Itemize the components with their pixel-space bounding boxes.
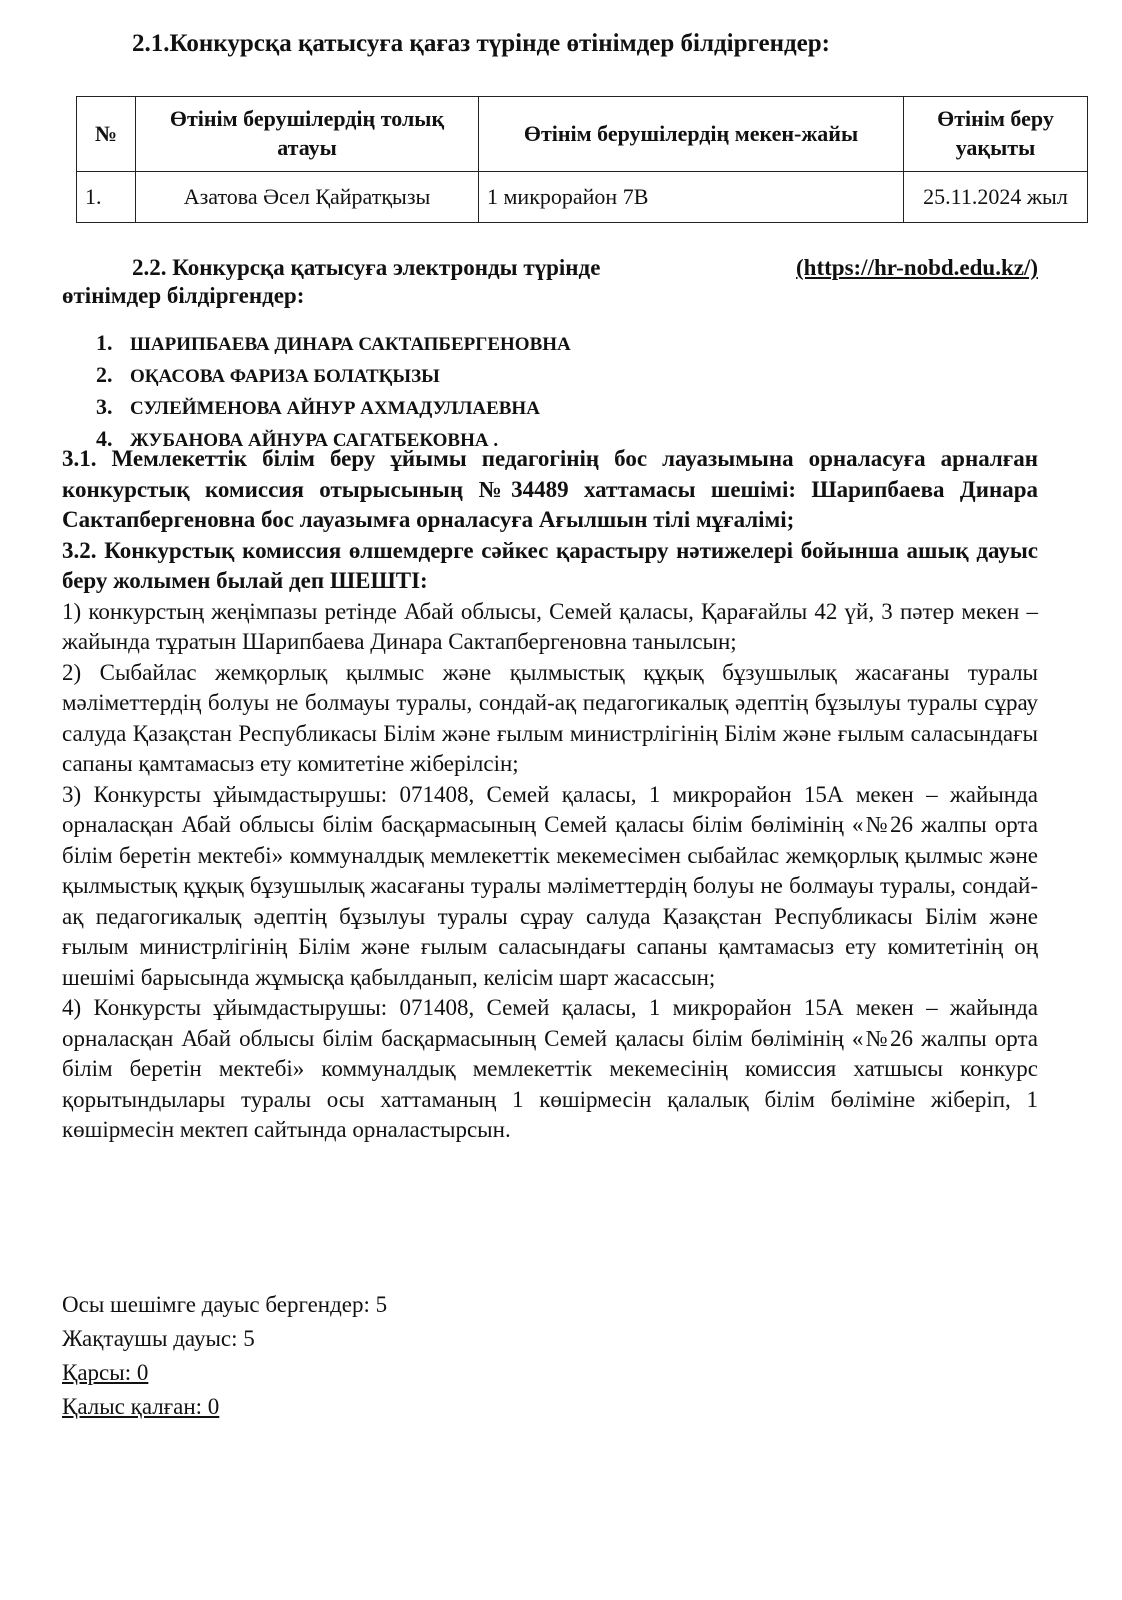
list-item: 4. ЖУБАНОВА АЙНУРА САГАТБЕКОВНА .: [96, 426, 499, 451]
cell-name: Азатова Әсел Қайратқызы: [136, 172, 479, 223]
cell-address: 1 микрорайон 7В: [479, 172, 904, 223]
section-2-2-heading-continuation: өтінімдер білдіргендер:: [62, 283, 305, 308]
votes-for: Жақтаушы дауыс: 5: [62, 1326, 255, 1351]
decision-item-2: 2) Сыбайлас жемқорлық қылмыс және қылмыстық құқық бұзушылық жасағаны туралы мәліметтердің болуы не болмауы туралы, сондай-ақ педагогикалық әдептің бұзылуы туралы сұрау салуда Қазақстан Республикасы Білім және ғылым министрлігінің Білім және ғылым саласындағы сапаны қамтамасыз ету комитетіне жіберілсін;: [62, 659, 1038, 776]
table-row: [77, 172, 1088, 223]
votes-abstained: Қалыс қалған: 0: [62, 1394, 220, 1419]
cell-time: 25.11.2024 жыл: [904, 172, 1088, 223]
decision-item-1: 1) конкурстың жеңімпазы ретінде Абай облысы, Семей қаласы, Қарағайлы 42 үй, 3 пәтер мекен – жайында тұратын Шарипбаева Динара Сактапбергеновна танылсын;: [62, 598, 1038, 654]
header-number: №: [77, 97, 136, 172]
cell-number: 1.: [77, 172, 136, 223]
section-2-2-heading-text: 2.2. Конкурсқа қатысуға электронды түрінде: [132, 255, 601, 280]
list-item: 3. СУЛЕЙМЕНОВА АЙНУР АХМАДУЛЛАЕВНА: [96, 394, 540, 419]
decision-item-4: 4) Конкурсты ұйымдастырушы: 071408, Семей қаласы, 1 микрорайон 15А мекен – жайында орналасқан Абай облысы білім басқармасының Семей қаласы білім бөлімінің «№26 жалпы орта білім беретін мектебі» коммуналдық мемлекеттік мекемесінің комиссия хатшысы конкурс қорытындылары туралы осы хаттаманың 1 көшірмесін қалалық білім бөліміне жіберіп, 1 көшірмесін мектеп сайтында орналастырсын.: [62, 995, 1038, 1142]
decision-item-3: 3) Конкурсты ұйымдастырушы: 071408, Семей қаласы, 1 микрорайон 15А мекен – жайында орналасқан Абай облысы білім басқармасының Семей қаласы білім бөлімінің «№26 жалпы орта білім беретін мектебі» коммуналдық мемлекеттік мекемесімен сыбайлас жемқорлық қылмыс және қылмыстық құқық бұзушылық жасағаны туралы мәліметтердің болуы не болмауы туралы, сондай-ақ педагогикалық әдептің бұзылуы туралы сұрау салуда Қазақстан Республикасы Білім және ғылым министрлігінің Білім және ғылым саласындағы сапаны қамтамасыз ету комитетінің оң шешімі барысында жұмысқа қабылданып, келісім шарт жасассын;: [62, 781, 1038, 990]
section-2-2-heading: [62, 254, 1038, 310]
decision-body: [62, 444, 1038, 1146]
electronic-applicants-list: [96, 328, 571, 456]
hr-nobd-link[interactable]: (https://hr-nobd.edu.kz/): [796, 255, 1038, 280]
table-header-row: [77, 97, 1088, 172]
list-item: 2. ОҚАСОВА ФАРИЗА БОЛАТҚЫЗЫ: [96, 362, 440, 387]
header-full-name: Өтінім берушілердің толық атауы: [136, 97, 479, 172]
paper-applications-table: [76, 96, 1088, 223]
section-3-2-heading: 3.2. Конкурстық комиссия өлшемдерге сәйкес қарастыру нәтижелері бойынша ашық дауыс беру жолымен былай деп ШЕШТІ:: [62, 537, 1038, 593]
section-2-1-heading: 2.1.Конкурсқа қатысуға қағаз түрінде өтінімдер білдіргендер:: [132, 30, 830, 57]
section-3-1: 3.1. Мемлекеттік білім беру ұйымы педагогінің бос лауазымына орналасуға арналған конкурстық комиссия отырысының №34489 хаттамасы шешімі: Шарипбаева Динара Сактапбергеновна бос лауазымға орналасуға Ағылшын тілі мұғалімі;: [62, 446, 1038, 532]
list-item: 1. ШАРИПБАЕВА ДИНАРА САКТАПБЕРГЕНОВНА: [96, 330, 571, 355]
votes-against: Қарсы: 0: [62, 1360, 149, 1385]
vote-results: [62, 1288, 387, 1424]
header-address: Өтінім берушілердің мекен-жайы: [479, 97, 904, 172]
votes-total: Осы шешімге дауыс бергендер: 5: [62, 1292, 388, 1317]
header-submission-time: Өтінім беру уақыты: [904, 97, 1088, 172]
